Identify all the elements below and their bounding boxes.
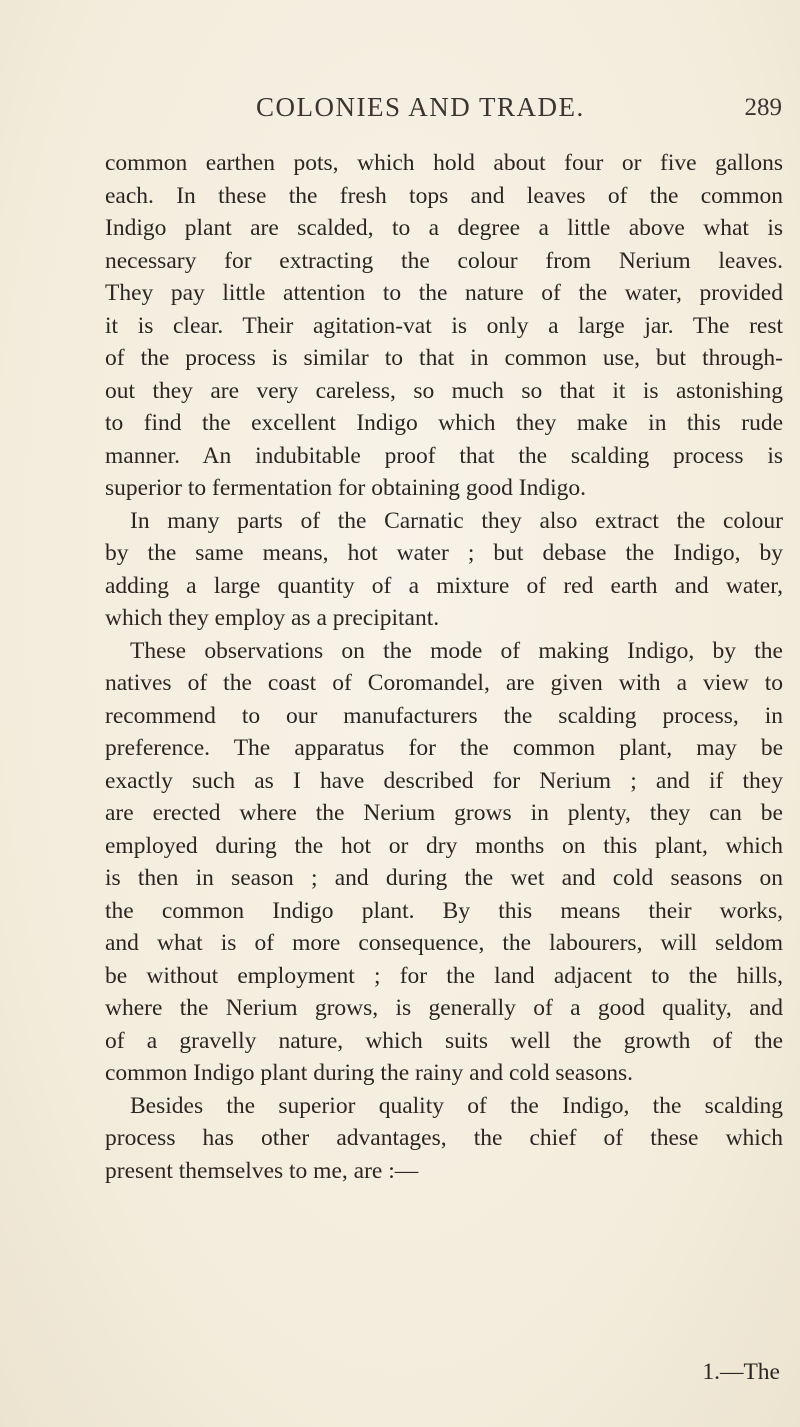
page-header: [106, 92, 782, 132]
paragraph-first-line: In many parts of the Carnatic they also extract the colour: [130, 507, 783, 534]
paragraph-last-line: common Indigo plant during the rainy and cold seasons.: [105, 1060, 633, 1086]
text-line: Indigo plant are scalded, to a degree a little above what is: [105, 215, 783, 241]
text-line: employed during the hot or dry months on this plant, which: [105, 832, 783, 859]
text-line: recommend to our manufacturers the scalding process, in: [105, 702, 783, 729]
paragraph-first-line: These observations on the mode of making Indigo, by the: [130, 637, 783, 664]
paragraph-last-line: present themselves to me, are :—: [105, 1157, 419, 1184]
text-line: and what is of more consequence, the labourers, will seldom: [105, 930, 783, 956]
text-line: process has other advantages, the chief of these which: [105, 1125, 783, 1151]
text-line: adding a large quantity of a mixture of red earth and water,: [105, 572, 783, 599]
text-line: to find the excellent Indigo which they make in this rude: [105, 410, 783, 436]
paragraph-first-line: Besides the superior quality of the Indigo, the scalding: [130, 1092, 783, 1119]
text-line: natives of the coast of Coromandel, are given with a view to: [105, 670, 783, 696]
text-line: They pay little attention to the nature of the water, provided: [105, 280, 783, 306]
paragraph-last-line: which they employ as a precipitant.: [105, 605, 440, 631]
page-number: 289: [744, 94, 782, 121]
text-line: common earthen pots, which hold about four or five gallons: [105, 150, 783, 176]
text-line: where the Nerium grows, is generally of a good quality, and: [105, 995, 783, 1021]
text-line: of a gravelly nature, which suits well the growth of the: [105, 1027, 783, 1054]
catchword: 1.—The: [702, 1359, 780, 1385]
text-line: by the same means, hot water ; but debase the Indigo, by: [105, 540, 783, 566]
text-line: be without employment ; for the land adjacent to the hills,: [105, 962, 783, 989]
running-title: COLONIES AND TRADE.: [256, 92, 585, 122]
text-line: necessary for extracting the colour from Nerium leaves.: [105, 247, 783, 274]
body-text: [105, 147, 783, 1187]
text-line: it is clear. Their agitation-vat is only a large jar. The rest: [105, 312, 783, 339]
text-line: each. In these the fresh tops and leaves of the common: [105, 182, 783, 209]
text-line: out they are very careless, so much so that it is astonishing: [105, 377, 783, 404]
text-line: exactly such as I have described for Nerium ; and if they: [105, 767, 783, 794]
paragraph-last-line: superior to fermentation for obtaining good Indigo.: [105, 475, 586, 501]
text-line: are erected where the Nerium grows in plenty, they can be: [105, 800, 783, 826]
text-line: the common Indigo plant. By this means their works,: [105, 897, 783, 924]
text-line: of the process is similar to that in common use, but through-: [105, 345, 783, 371]
text-line: preference. The apparatus for the common plant, may be: [105, 735, 783, 761]
text-line: manner. An indubitable proof that the scalding process is: [105, 442, 783, 469]
text-line: is then in season ; and during the wet and cold seasons on: [105, 865, 783, 891]
